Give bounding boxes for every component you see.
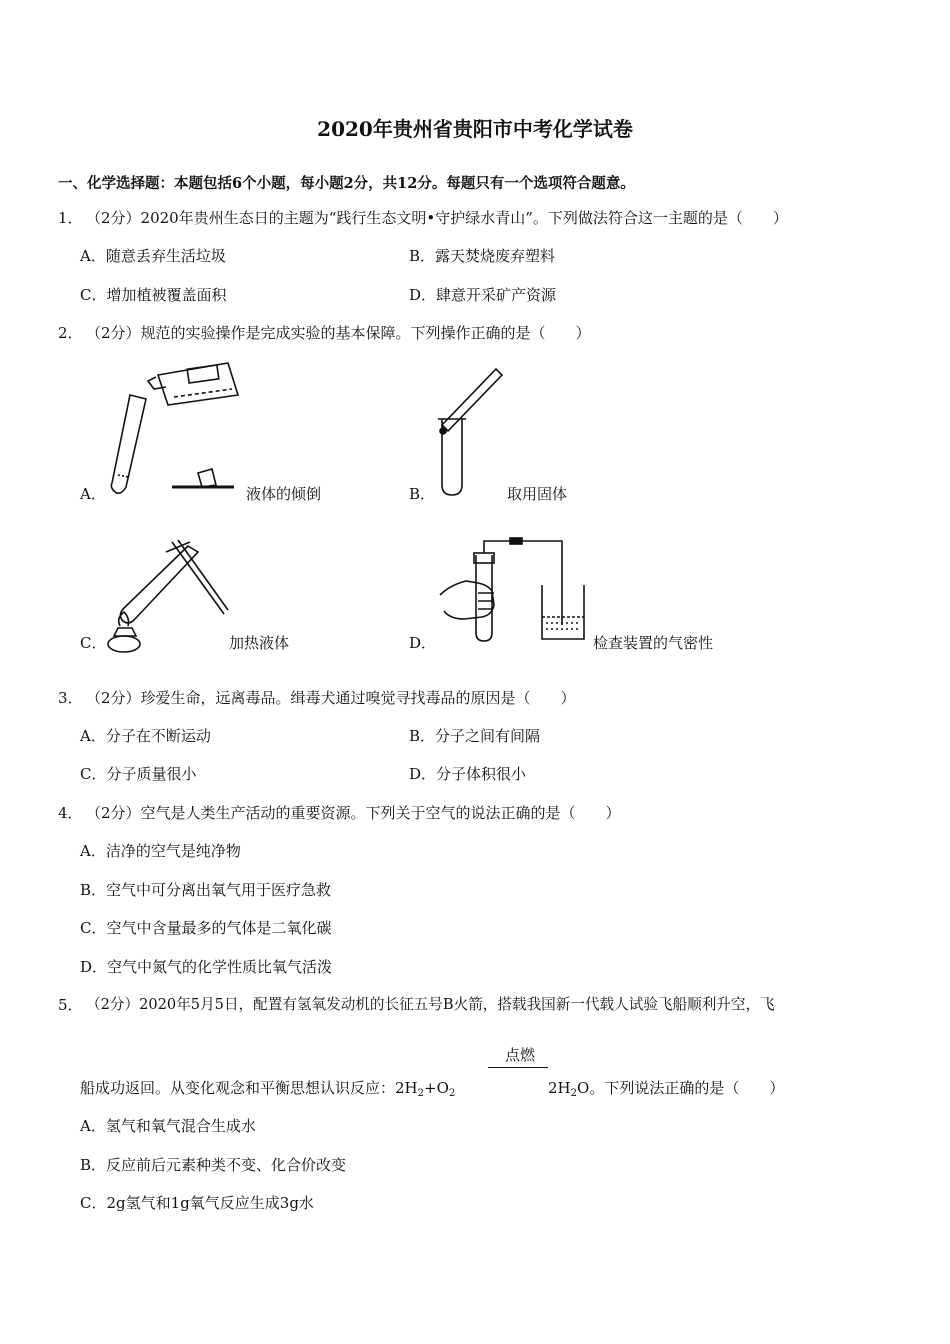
q3-number: 3． [58,689,83,707]
q3-option-c[interactable]: C．分子质量很小 [80,765,197,783]
q5-stem: （2分）2020年5月5日，配置有氢氧发动机的长征五号B火箭，搭载我国新一代载人试验飞船顺利升空，飞 [86,996,775,1013]
section-heading: 一、化学选择题：本题包括6个小题，每小题2分，共12分。每题只有一个选项符合题意。 [58,175,635,192]
q2-option-d-caption: 检查装置的气密性 [593,634,714,652]
q5-option-b[interactable]: B．反应前后元素种类不变、化合价改变 [80,1156,347,1174]
q3-option-b[interactable]: B．分子之间有间隔 [409,727,541,745]
q1-option-c[interactable]: C．增加植被覆盖面积 [80,286,227,304]
q2-option-b-letter[interactable]: B． [409,485,436,503]
q1-option-b[interactable]: B．露天焚烧废弃塑料 [409,247,556,265]
q4-option-c[interactable]: C．空气中含量最多的气体是二氧化碳 [80,919,332,937]
q4-option-a[interactable]: A．洁净的空气是纯净物 [80,842,241,860]
q1-number: 1． [58,209,83,227]
eq-left-sub: 2 [417,1088,425,1099]
q5-number: 5． [58,996,83,1014]
q2-stem: （2分）规范的实验操作是完成实验的基本保障。下列操作正确的是（ ） [86,324,591,342]
q1-stem: （2分）2020年贵州生态日的主题为“践行生态文明•守护绿水青山”。下列做法符合这一主题的是（ ） [86,209,788,227]
page-title: 2020年贵州省贵阳市中考化学试卷 [317,117,633,141]
q5-option-c[interactable]: C．2g氢气和1g氧气反应生成3g水 [80,1194,314,1212]
eq-right-coef: 2H [548,1079,571,1097]
q5-continuation-end: 。下列说法正确的是（ ） [589,1079,785,1097]
eq-right-tail: O [577,1079,590,1097]
q2-number: 2． [58,324,83,342]
q2-option-c-letter[interactable]: C． [80,634,107,652]
q4-option-d[interactable]: D．空气中氮气的化学性质比氧气活泼 [80,958,333,976]
q4-stem: （2分）空气是人类生产活动的重要资源。下列关于空气的说法正确的是（ ） [86,804,621,822]
q2-option-b-caption: 取用固体 [507,485,568,503]
eq-plus: +O [424,1079,449,1097]
q1-option-a[interactable]: A．随意丢弃生活垃圾 [80,247,226,265]
q5-option-a[interactable]: A．氢气和氧气混合生成水 [80,1117,256,1135]
solid-taking-icon [436,365,516,500]
eq-plus-sub: 2 [448,1088,456,1099]
q4-option-b[interactable]: B．空气中可分离出氧气用于医疗急救 [80,881,332,899]
q2-option-c-caption: 加热液体 [229,634,290,652]
q3-stem: （2分）珍爱生命，远离毒品。缉毒犬通过嗅觉寻找毒品的原因是（ ） [86,689,576,707]
q2-option-a-caption: 液体的倾倒 [246,485,322,503]
liquid-heating-icon [106,538,236,658]
eq-left-coef: 2H [395,1079,418,1097]
airtightness-check-icon [436,535,591,650]
q2-option-a-letter[interactable]: A． [80,485,106,503]
reaction-arrow-line [488,1067,548,1068]
q5-continuation-text: 船成功返回。从变化观念和平衡思想认识反应： [80,1079,396,1097]
q5-continuation [80,1078,455,1098]
reaction-condition: 点燃 [504,1046,535,1064]
liquid-pouring-icon [108,355,248,500]
q5-continuation-right [548,1078,784,1098]
q2-option-d-letter[interactable]: D． [409,634,437,652]
q3-option-a[interactable]: A．分子在不断运动 [80,727,211,745]
q4-number: 4． [58,804,83,822]
q1-option-d[interactable]: D．肆意开采矿产资源 [409,286,557,304]
q3-option-d[interactable]: D．分子体积很小 [409,765,527,783]
eq-right-sub: 2 [570,1088,577,1099]
